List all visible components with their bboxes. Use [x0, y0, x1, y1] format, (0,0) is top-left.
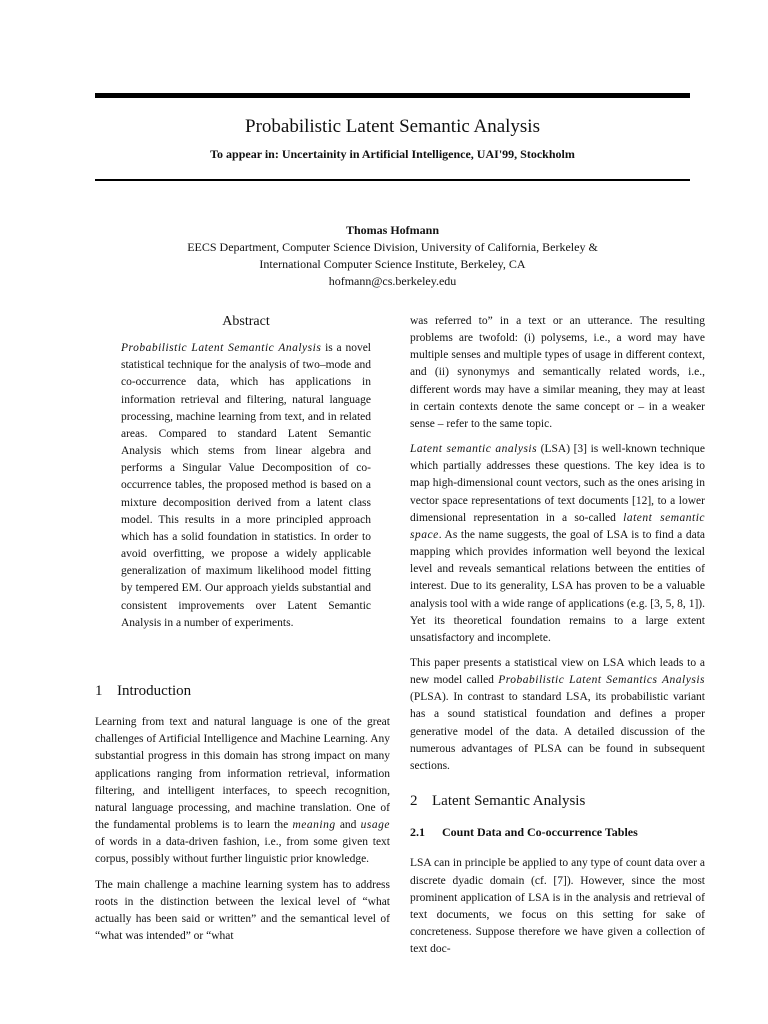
- top-rule: [95, 93, 690, 98]
- author-email: hofmann@cs.berkeley.edu: [328, 274, 457, 288]
- author-block: [95, 222, 690, 290]
- body-text: . As the name suggests, the goal of LSA is to find a data mapping which provides information well beyond the lexical level and reveals semantical relations between the entities of interest. Due to its generality, LSA has proven to be a valuable analysis tool with a wide range of applications (e.g. [3, 5, 8, 1]). Yet its theoretical foundation remains to a large extent unsatisfactory and incomplete.: [410, 528, 705, 644]
- affiliation-line-1: EECS Department, Computer Science Division, University of California, Berkeley &: [187, 240, 598, 254]
- abstract-text: [121, 340, 371, 632]
- subsection-title: Count Data and Co-occurrence Tables: [442, 825, 638, 840]
- header-rule: [95, 179, 690, 181]
- abstract-heading: Abstract: [222, 314, 270, 329]
- right-paragraph-2: [410, 441, 705, 647]
- latent-space-term: latent semantic space: [410, 511, 705, 541]
- section-heading-introduction: [95, 683, 390, 700]
- section-heading-lsa: [410, 793, 705, 810]
- lsa-term: Latent semantic analysis: [410, 443, 538, 456]
- abstract-body: is a novel statistical technique for the analysis of two–mode and co-occurrence data, which has applications in information retrieval and filtering, natural language processing, machine learning from text, and in related areas. Compared to standard Latent Semantic Analysis which stems from linear algebra and performs a Singular Value Decomposition of co-occurrence tables, the proposed method is based on a mixture decomposition derived from a latent class model. This results in a more principled approach which has a solid foundation in statistics. In order to avoid overfitting, we propose a widely applicable generalization of maximum likelihood model fitting by tempered EM. Our approach yields substantial and consistent improvements over Latent Semantic Analysis in a number of experiments.: [121, 342, 372, 629]
- body-text: This paper presents a statistical view on LSA which leads to a new model called: [410, 656, 705, 687]
- body-text: (PLSA). In contrast to standard LSA, its probabilistic variant has a sound statistical foundation and defines a proper generative model of the data. A detailed discussion of the numerous advantages of PLSA can be found in subsequent sections.: [410, 691, 705, 772]
- body-text: (LSA) [3] is well-known technique which partially addresses these questions. The key idea is to map high-dimensional count vectors, such as the ones arising in vector space representations of text documents [12], to a lower dimensional representation in a so-called: [410, 443, 705, 524]
- affiliation-line-2: International Computer Science Institute, Berkeley, CA: [259, 257, 526, 271]
- intro-text: of words in a data-driven fashion, i.e., from some given text corpus, possibly without further linguistic prior knowledge.: [95, 836, 390, 866]
- intro-text: and: [335, 819, 361, 832]
- abstract-section: [121, 313, 371, 640]
- intro-paragraph-2: The main challenge a machine learning system has to address roots in the distinction between the lexical level of “what actually has been said or written” and the semantical level of “what was intended” or “what: [95, 878, 390, 943]
- right-paragraph-3: [410, 655, 705, 775]
- intro-paragraph-1: [95, 714, 390, 868]
- section-number: 1: [95, 683, 103, 699]
- author-name: Thomas Hofmann: [345, 223, 440, 237]
- introduction-section: [95, 683, 390, 953]
- section-title: Latent Semantic Analysis: [432, 793, 586, 810]
- intro-text: Learning from text and natural language is one of the great challenges of Artificial Intelligence and Machine Learning. Any substantial progress in this domain has strong impact on many applications ranging from information retrieval, information filtering, and intelligent interfaces, to speech recognition, natural language processing, and machine translation. One of the fundamental problems is to learn the: [95, 716, 390, 832]
- subsection-number: 2.1: [410, 825, 425, 840]
- section-number: 2: [410, 793, 418, 810]
- right-paragraph-4: LSA can in principle be applied to any type of count data over a discrete dyadic domain (cf. [7]). However, since the most prominent application of LSA is in the analysis and retrieval of text documents, we focus on this setting for sake of concreteness. Suppose therefore we have given a collection of text doc-: [410, 857, 705, 956]
- abstract-lead-term: Probabilistic Latent Semantic Analysis: [121, 342, 322, 355]
- right-column: [410, 313, 705, 966]
- plsa-term: Probabilistic Latent Semantics Analysis: [498, 674, 705, 687]
- paper-subtitle: To appear in: Uncertainity in Artificial Intelligence, UAI'99, Stockholm: [210, 147, 575, 161]
- intro-term-usage: usage: [360, 819, 390, 832]
- intro-term-meaning: meaning: [292, 819, 336, 832]
- paper-title: Probabilistic Latent Semantic Analysis: [245, 116, 540, 137]
- section-title: Introduction: [117, 683, 192, 699]
- right-paragraph-1: was referred to” in a text or an utterance. The resulting problems are twofold: (i) polysems, i.e., a word may have multiple senses and multiple types of usage in different context, and (ii) synonymys and semantically related words, i.e., different words may have a similar meaning, they may at least in certain contexts denote the same concept or – in a weaker sense – refer to the same topic.: [410, 315, 705, 430]
- subsection-heading-count-data: [410, 824, 705, 841]
